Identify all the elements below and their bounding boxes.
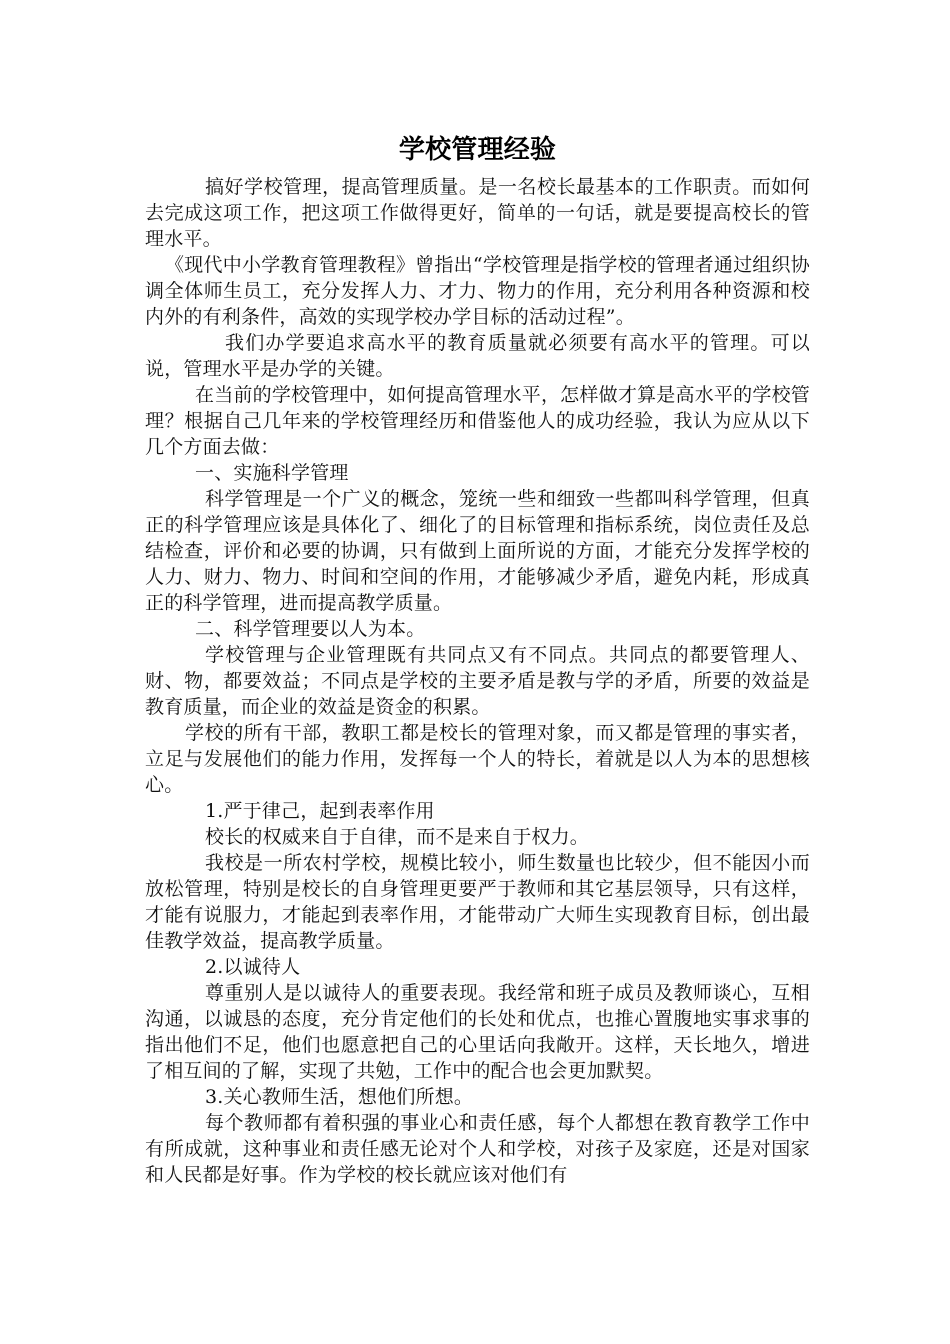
section-heading-1: 一、实施科学管理 (195, 462, 349, 484)
subheading-2: 2.以诚待人 (205, 956, 301, 978)
paragraph-current: 在当前的学校管理中，如何提高管理水平，怎样做才算是高水平的学校管理？根据自己几年来的学校管理经历和借鉴他人的成功经验，我认为应从以下几个方面去做： (145, 384, 810, 458)
document-title: 学校管理经验 (398, 135, 557, 165)
paragraph-staff: 学校的所有干部，教职工都是校长的管理对象，而又都是管理的事实者，立足与发展他们的能力作用，发挥每一个人的特长，着就是以人为本的思想核心。 (145, 722, 810, 796)
paragraph-intro: 搞好学校管理，提高管理质量。是一名校长最基本的工作职责。而如何去完成这项工作，把这项工作做得更好，简单的一句话，就是要提高校长的管理水平。 (145, 176, 810, 250)
paragraph-teachers: 每个教师都有着积强的事业心和责任感，每个人都想在教育教学工作中有所成就，这种事业和责任感无论对个人和学校，对孩子及家庭，还是对国家和人民都是好事。作为学校的校长就应该对他们有 (145, 1112, 810, 1186)
paragraph-scientific: 科学管理是一个广义的概念，笼统一些和细致一些都叫科学管理，但真正的科学管理应该是具体化了、细化了的目标管理和指标系统，岗位责任及总结检查，评价和必要的协调，只有做到上面所说的方面，才能充分发挥学校的人力、财力、物力、时间和空间的作用，才能够减少矛盾，避免内耗，形成真正的科学管理，进而提高教学质量。 (145, 488, 810, 614)
paragraph-quote: 《现代中小学教育管理教程》曾指出“学校管理是指学校的管理者通过组织协调全体师生员工，充分发挥人力、才力、物力的作用，充分利用各种资源和校内外的有利条件，高效的实现学校办学目标的活动过程”。 (145, 254, 810, 328)
paragraph-authority: 校长的权威来自于自律，而不是来自于权力。 (205, 826, 590, 848)
paragraph-rural-school: 我校是一所农村学校，规模比较小，师生数量也比较少，但不能因小而放松管理，特别是校长的自身管理更要严于教师和其它基层领导，只有这样，才能有说服力，才能起到表率作用，才能带动广大师生实现教育目标，创出最佳教学效益，提高教学质量。 (145, 852, 810, 952)
subheading-3: 3.关心教师生活，想他们所想。 (205, 1086, 474, 1108)
paragraph-quality: 我们办学要追求高水平的教育质量就必须要有高水平的管理。可以说，管理水平是办学的关键。 (145, 332, 810, 380)
subheading-1: 1.严于律己，起到表率作用 (205, 800, 435, 822)
document-body (145, 130, 810, 1188)
section-heading-2: 二、科学管理要以人为本。 (195, 618, 426, 640)
paragraph-respect: 尊重别人是以诚待人的重要表现。我经常和班子成员及教师谈心，互相沟通，以诚恳的态度，充分肯定他们的长处和优点，也推心置腹地实事求事的指出他们不足，他们也愿意把自己的心里话向我敞开。这样，天长地久，增进了相互间的了解，实现了共勉，工作中的配合也会更加默契。 (145, 982, 810, 1082)
paragraph-enterprise: 学校管理与企业管理既有共同点又有不同点。共同点的都要管理人、财、物，都要效益；不同点是学校的主要矛盾是教与学的矛盾，所要的效益是教育质量，而企业的效益是资金的积累。 (145, 644, 810, 718)
